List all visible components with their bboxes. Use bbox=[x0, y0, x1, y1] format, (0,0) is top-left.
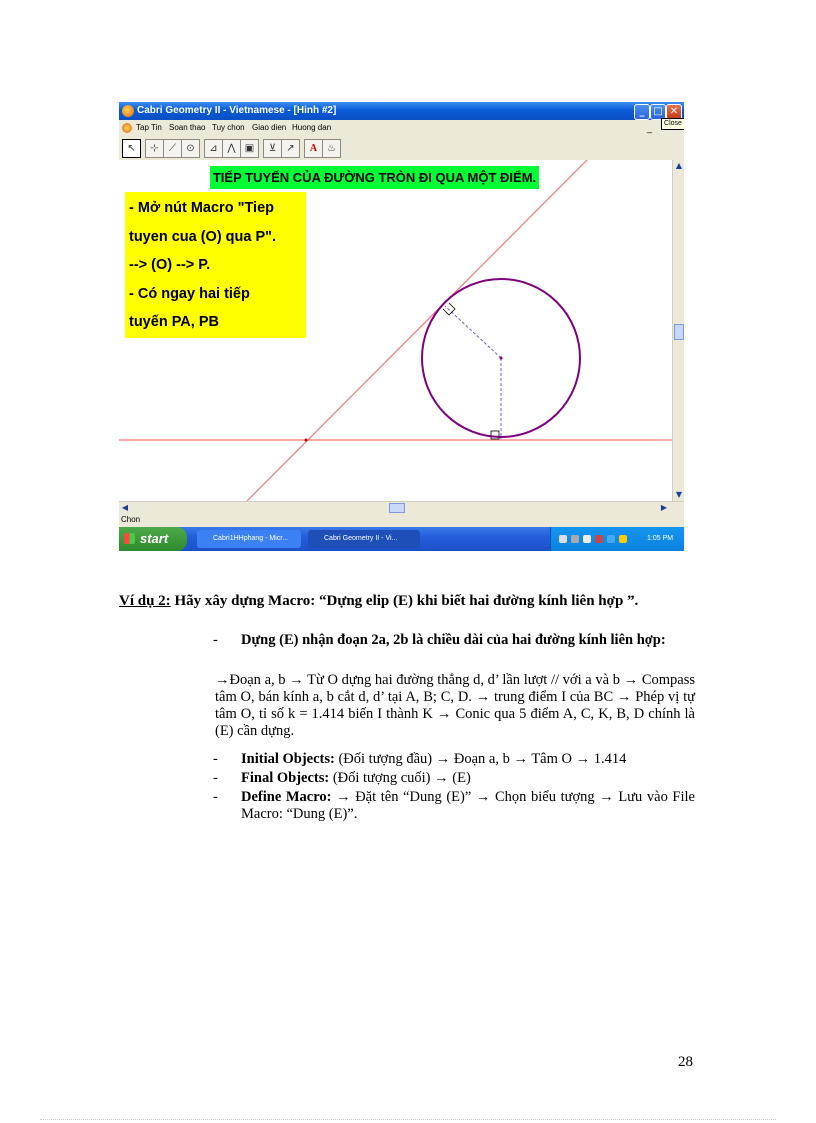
cabri-screenshot bbox=[119, 102, 684, 551]
define-macro-label: Define Macro: bbox=[241, 789, 332, 805]
taskbar-item-cabri[interactable] bbox=[308, 530, 420, 548]
windows-taskbar bbox=[119, 527, 684, 551]
check-tool-icon[interactable]: ⊻ bbox=[263, 139, 282, 158]
bullet-construct bbox=[215, 632, 695, 649]
title-bar bbox=[119, 102, 684, 120]
example-heading bbox=[119, 593, 638, 610]
note-line: --> (O) --> P. bbox=[129, 257, 211, 273]
horizontal-scroll-thumb[interactable] bbox=[389, 503, 405, 513]
minimize-button[interactable]: _ bbox=[634, 104, 650, 120]
pointer-tool-icon[interactable]: ↖ bbox=[122, 139, 141, 158]
tray-language-icon[interactable] bbox=[619, 535, 627, 543]
final-objects-label: Final Objects: bbox=[241, 770, 330, 786]
example-label: Ví dụ 2: bbox=[119, 593, 171, 609]
text-tool-icon[interactable]: A bbox=[304, 139, 323, 158]
maximize-button[interactable]: □ bbox=[650, 104, 666, 120]
tray-security-icon[interactable] bbox=[595, 535, 603, 543]
tool-bar bbox=[119, 136, 684, 161]
cabri-app-icon bbox=[122, 105, 134, 117]
note-line: - Có ngay hai tiếp bbox=[129, 285, 250, 302]
attribute-tool-icon[interactable]: ♨ bbox=[322, 139, 341, 158]
line-tool-icon[interactable]: ⟋ bbox=[163, 139, 182, 158]
bullet-dash: - bbox=[213, 789, 218, 805]
footer-divider bbox=[40, 1119, 776, 1120]
drawing-canvas[interactable] bbox=[119, 160, 672, 501]
bullet-dash: - bbox=[213, 751, 218, 767]
banner-title: TIẾP TUYẾN CỦA ĐƯỜNG TRÒN ĐI QUA MỘT ĐIỂM. bbox=[210, 166, 539, 189]
menu-tap-tin[interactable]: Tap Tin bbox=[136, 123, 162, 132]
document-icon bbox=[122, 123, 132, 133]
scroll-left-icon[interactable]: ◀ bbox=[121, 503, 129, 512]
tray-volume-icon[interactable] bbox=[607, 535, 615, 543]
menu-giao-dien[interactable]: Giao dien bbox=[252, 123, 287, 132]
task-label: Cabri1HHphang - Micr... bbox=[213, 535, 289, 542]
bullet-define-macro bbox=[215, 789, 695, 823]
system-tray bbox=[550, 527, 684, 551]
construction-paragraph: →Đoạn a, b → Từ O dựng hai đường thẳng d, d’ lần lượt // với a và b → Compass tâm O, bán kính a, b cắt d, d’ tại A, B; C, D. → trung điểm I của BC → Phép vị tự tâm O, tỉ số k = 1.414 biến I thành K → Conic qua 5 điểm A, C, K, B, D chính là (E) cần dựng. bbox=[215, 672, 695, 739]
bullet-final-objects bbox=[215, 770, 695, 787]
vertical-scrollbar[interactable] bbox=[672, 160, 684, 501]
page-number: 28 bbox=[678, 1054, 693, 1070]
point-tool-icon[interactable]: ⊹ bbox=[145, 139, 164, 158]
radius-ob bbox=[445, 306, 501, 358]
scroll-up-icon[interactable]: ▲ bbox=[675, 161, 683, 170]
close-button[interactable]: ✕ bbox=[666, 104, 682, 120]
note-line: tuyen cua (O) qua P". bbox=[129, 228, 277, 245]
menu-huong-dan[interactable]: Huong dan bbox=[292, 123, 332, 132]
define-macro-text: → Đặt tên “Dung (E)” → Chọn biểu tượng → Lưu vào File Macro: “Dung (E)”. bbox=[241, 789, 695, 822]
tray-help-icon[interactable] bbox=[583, 535, 591, 543]
vertical-scroll-thumb[interactable] bbox=[674, 324, 684, 340]
tray-network-icon[interactable] bbox=[571, 535, 579, 543]
windows-flag-icon bbox=[124, 533, 135, 544]
final-objects-text: (Đối tượng cuối) → (E) bbox=[329, 770, 471, 786]
tray-pen-icon[interactable] bbox=[559, 535, 567, 543]
initial-objects-label: Initial Objects: bbox=[241, 751, 335, 767]
menu-tuy-chon[interactable]: Tuy chon bbox=[212, 123, 245, 132]
bullet-dash: - bbox=[213, 632, 218, 648]
circle-tool-icon[interactable]: ⊙ bbox=[181, 139, 200, 158]
bullet-initial-objects bbox=[215, 751, 695, 768]
close-tooltip: Close bbox=[661, 118, 684, 130]
measure-tool-icon[interactable]: ↗ bbox=[281, 139, 300, 158]
point-p bbox=[305, 439, 308, 442]
bullet-dash: - bbox=[213, 770, 218, 786]
construct-tool-icon[interactable]: ⊿ bbox=[204, 139, 223, 158]
transform-tool-icon[interactable]: ⋀ bbox=[222, 139, 241, 158]
note-line: tuyến PA, PB bbox=[129, 314, 219, 330]
menu-bar bbox=[119, 120, 684, 136]
menu-soan-thao[interactable]: Soan thao bbox=[169, 123, 206, 132]
scroll-right-icon[interactable]: ▶ bbox=[660, 503, 668, 512]
instruction-note bbox=[125, 192, 306, 338]
start-button[interactable] bbox=[119, 527, 187, 551]
scroll-down-icon[interactable]: ▼ bbox=[675, 490, 683, 499]
start-label: start bbox=[140, 531, 169, 546]
window-title: Cabri Geometry II - Vietnamese - [Hinh #2] bbox=[137, 105, 337, 116]
initial-objects-text: (Đối tượng đầu) → Đoạn a, b → Tâm O → 1.414 bbox=[334, 751, 627, 767]
status-text: Chon bbox=[121, 515, 141, 524]
center-point-o bbox=[500, 357, 503, 360]
macro-tool-icon[interactable]: ▣ bbox=[240, 139, 259, 158]
status-bar bbox=[119, 513, 684, 527]
clock: 1:05 PM bbox=[647, 535, 674, 542]
task-label: Cabri Geometry II - Vi... bbox=[324, 535, 398, 542]
note-line: - Mở nút Macro "Tiep bbox=[129, 200, 274, 216]
example-text: Hãy xây dựng Macro: “Dựng elip (E) khi biết hai đường kính liên hợp ”. bbox=[170, 593, 639, 609]
taskbar-item-word[interactable] bbox=[197, 530, 301, 548]
bullet1-text: Dựng (E) nhận đoạn 2a, 2b là chiều dài của hai đường kính liên hợp: bbox=[241, 632, 666, 648]
doc-minimize-button[interactable]: _ bbox=[647, 123, 653, 133]
